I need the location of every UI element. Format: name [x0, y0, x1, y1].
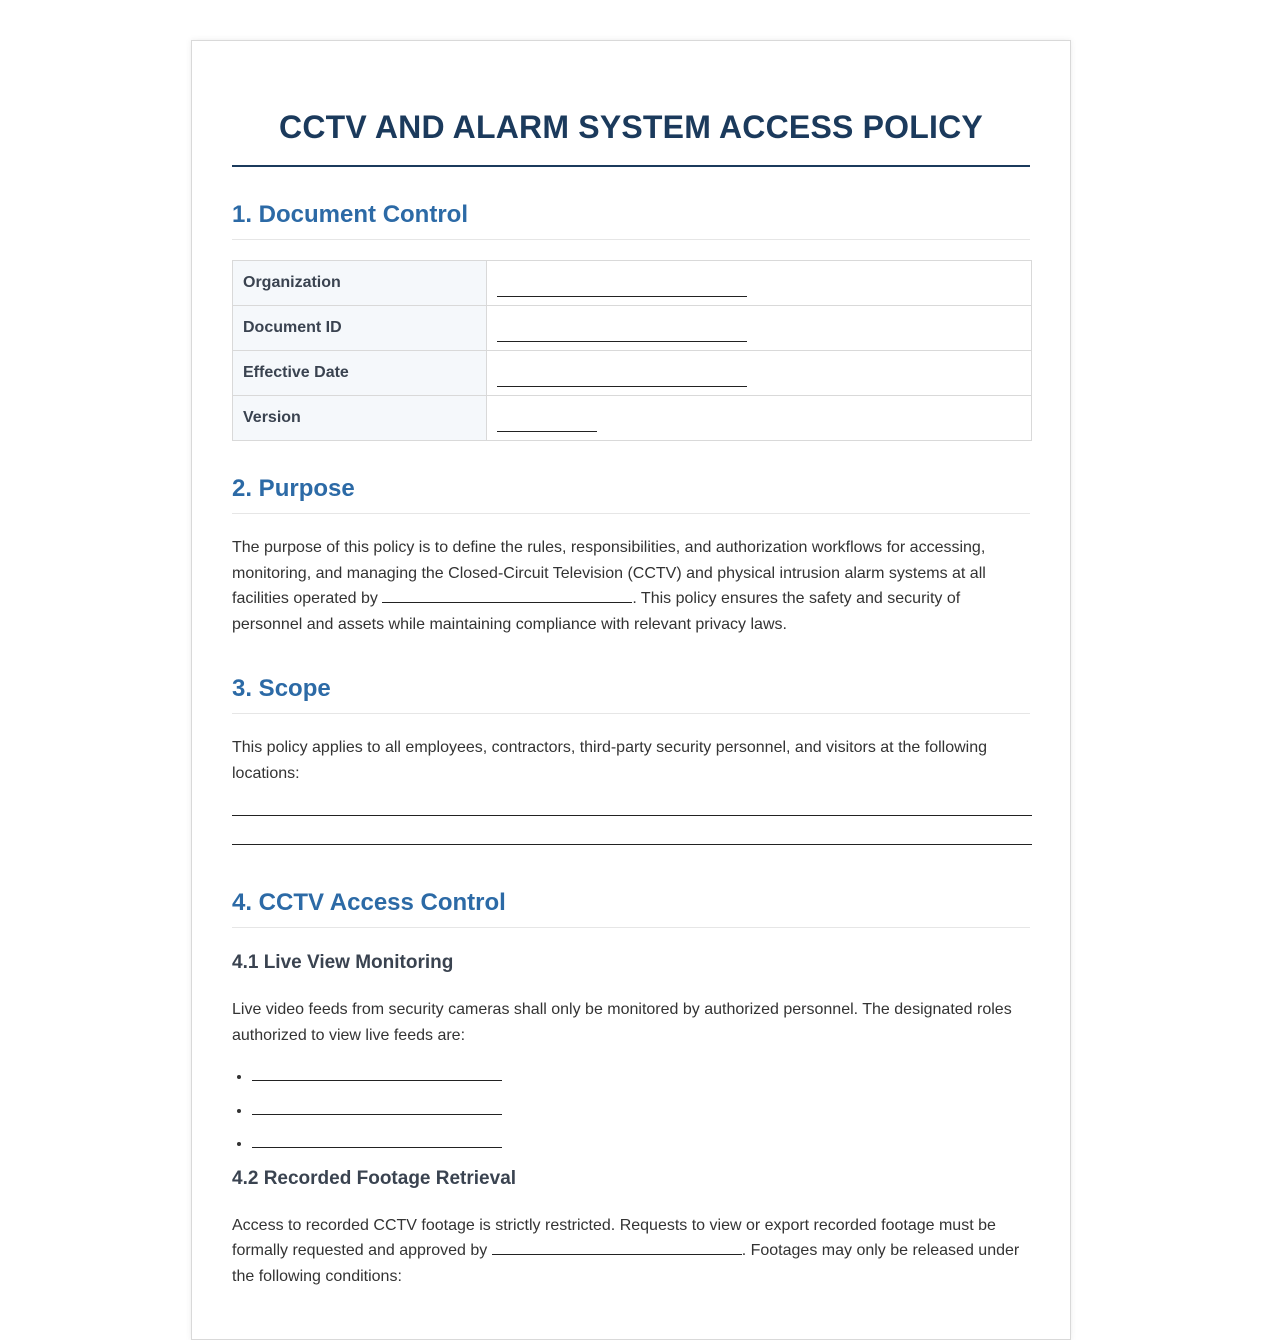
table-row [233, 306, 1032, 351]
effective-date-field[interactable] [487, 351, 1032, 396]
operator-name-blank[interactable] [382, 588, 632, 603]
list-item [252, 1100, 1030, 1134]
locations-blank-line-1[interactable] [232, 815, 1032, 816]
document-id-field[interactable] [487, 306, 1032, 351]
row-label-effective-date: Effective Date [233, 351, 487, 396]
document-page [191, 40, 1071, 1340]
version-field[interactable] [487, 396, 1032, 441]
live-view-paragraph: Live video feeds from security cameras shall only be monitored by authorized personnel. The designated roles authorized to view live feeds are: [232, 1001, 1012, 1044]
list-item [252, 1066, 1030, 1100]
locations-blank-line-2[interactable] [232, 844, 1032, 845]
scope-paragraph: This policy applies to all employees, contractors, third-party security personnel, and visitors at the following locations: [232, 739, 988, 782]
recorded-text-end: . Footages may only be released under the following conditions: [232, 1242, 1020, 1285]
document-title: CCTV AND ALARM SYSTEM ACCESS POLICY [232, 41, 1030, 167]
version-blank-line[interactable] [497, 421, 597, 432]
row-label-organization: Organization [233, 261, 487, 306]
section-heading-cctv-access: 4. CCTV Access Control [232, 889, 1030, 928]
row-label-document-id: Document ID [233, 306, 487, 351]
section-heading-purpose: 2. Purpose [232, 475, 1030, 514]
table-row [233, 396, 1032, 441]
document-id-blank-line[interactable] [497, 331, 747, 342]
role-blank-1[interactable] [252, 1066, 502, 1081]
recorded-footage-paragraph [232, 1213, 1030, 1290]
document-control-table [232, 260, 1032, 441]
table-row [233, 351, 1032, 396]
effective-date-blank-line[interactable] [497, 376, 747, 387]
approver-blank[interactable] [492, 1240, 742, 1255]
role-blank-2[interactable] [252, 1100, 502, 1115]
list-item [252, 1133, 1030, 1167]
row-label-version: Version [233, 396, 487, 441]
purpose-paragraph [232, 535, 1030, 637]
table-row [233, 261, 1032, 306]
organization-field[interactable] [487, 261, 1032, 306]
organization-blank-line[interactable] [497, 286, 747, 297]
purpose-text-end: . This policy ensures the safety and security of personnel and assets while maintaining compliance with relevant privacy laws. [232, 590, 961, 633]
role-blank-3[interactable] [252, 1133, 502, 1148]
section-heading-document-control: 1. Document Control [232, 201, 1030, 240]
authorized-roles-list [232, 1066, 1030, 1167]
subheading-live-view: 4.1 Live View Monitoring [232, 952, 454, 973]
recorded-text-start: Access to recorded CCTV footage is strictly restricted. Requests to view or export recorded footage must be formally requested and approved by [232, 1216, 996, 1259]
subheading-recorded-footage: 4.2 Recorded Footage Retrieval [232, 1167, 517, 1189]
section-heading-scope: 3. Scope [232, 675, 1030, 714]
purpose-text-start: The purpose of this policy is to define the rules, responsibilities, and authorization workflows for accessing, monitoring, and managing the Closed-Circuit Television (CCTV) and physical intrusion alarm systems at all facilities operated by [232, 539, 986, 607]
